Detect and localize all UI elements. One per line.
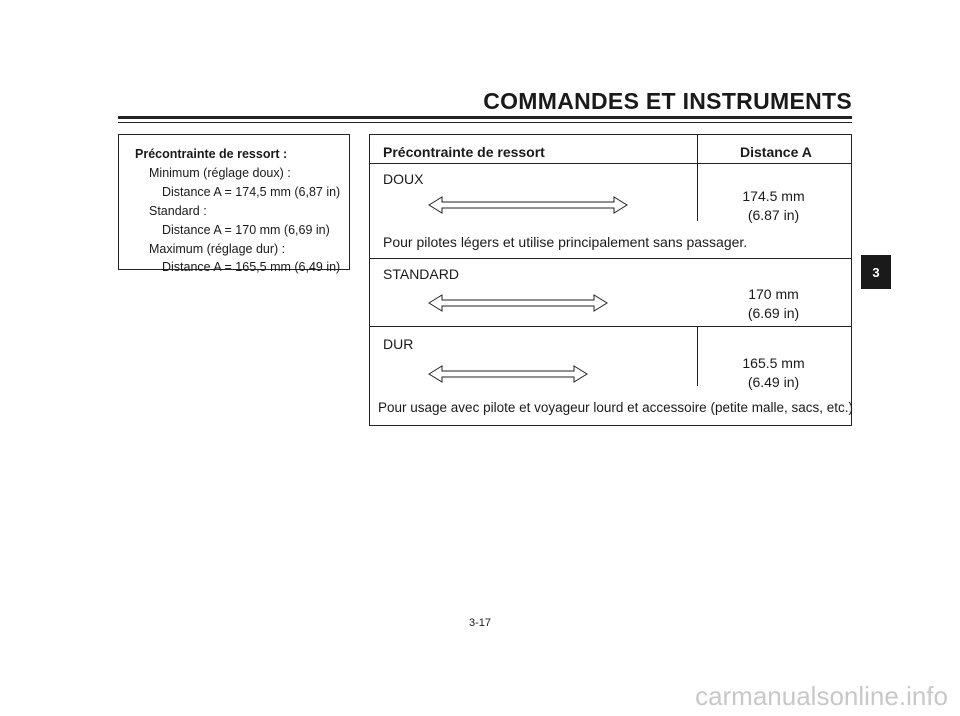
row-divider (370, 326, 851, 327)
distance-in: (6.87 in) (747, 207, 800, 223)
spring-preload-table (369, 134, 852, 426)
distance-mm: 174.5 mm (742, 188, 805, 204)
row-label-standard: STANDARD (383, 266, 459, 282)
page-number: 3-17 (468, 617, 492, 629)
row-divider (370, 163, 851, 164)
summary-line: Maximum (réglage dur) : (149, 242, 286, 256)
summary-line: Distance A = 174,5 mm (6,87 in) (162, 185, 341, 199)
row-label-dur: DUR (383, 336, 414, 352)
spring-preload-summary-box (118, 134, 350, 274)
double-arrow-icon (428, 293, 608, 313)
double-arrow-icon (428, 195, 628, 215)
header-rule (118, 116, 852, 119)
double-arrow-icon (428, 364, 588, 384)
distance-mm: 170 mm (748, 286, 799, 302)
header-rule-thin (118, 122, 852, 123)
distance-mm: 165.5 mm (742, 355, 805, 371)
row-label-doux: DOUX (383, 171, 424, 187)
watermark: carmanualsonline.info (695, 681, 948, 711)
row-divider (370, 258, 851, 259)
distance-in: (6.49 in) (747, 374, 800, 390)
table-header-preload: Précontrainte de ressort (383, 144, 545, 160)
distance-value-standard (696, 285, 851, 323)
summary-line: Distance A = 170 mm (6,69 in) (162, 223, 330, 237)
summary-line: Minimum (réglage doux) : (149, 166, 291, 180)
distance-value-dur (696, 354, 851, 392)
chapter-tab: 3 (861, 255, 891, 289)
distance-in: (6.69 in) (747, 305, 800, 321)
summary-line: Standard : (149, 204, 207, 218)
table-header-distance: Distance A (740, 144, 812, 160)
summary-title: Précontrainte de ressort : (135, 147, 288, 161)
column-divider (697, 135, 698, 163)
summary-line: Distance A = 165,5 mm (6,49 in) (162, 260, 341, 274)
distance-value-doux (696, 187, 851, 225)
page-title: COMMANDES ET INSTRUMENTS (483, 88, 852, 114)
row-note-dur: Pour usage avec pilote et voyageur lourd et accessoire (petite malle, sacs, etc.) (378, 400, 853, 415)
row-note-doux: Pour pilotes légers et utilise principalement sans passager. (383, 234, 748, 250)
